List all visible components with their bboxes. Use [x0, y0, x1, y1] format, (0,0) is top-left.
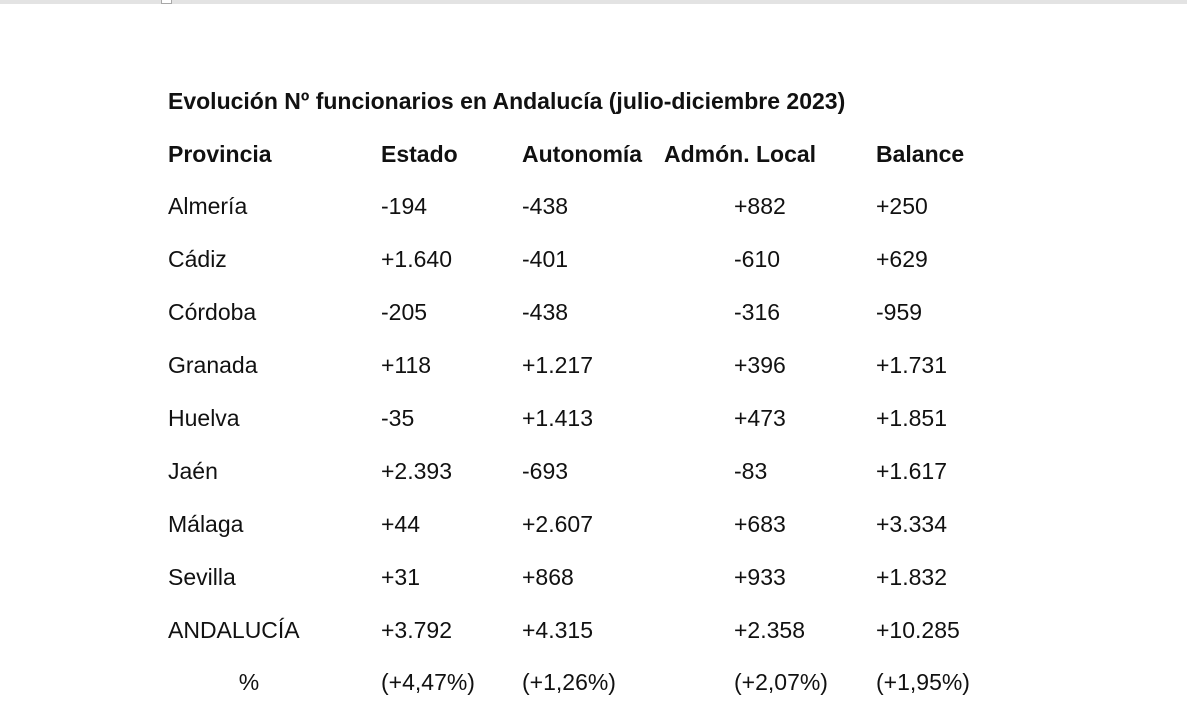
header-autonomia: Autonomía — [522, 141, 643, 167]
table-row — [0, 456, 1187, 486]
cell-provincia: Almería — [168, 193, 248, 219]
cell-autonomia: -438 — [522, 193, 569, 219]
cell-estado: +1.640 — [381, 246, 452, 272]
table-row — [0, 509, 1187, 539]
cell-provincia: Jaén — [168, 458, 218, 484]
cell-autonomia: -693 — [522, 458, 569, 484]
cell-balance: (+1,95%) — [876, 669, 970, 695]
cell-provincia: Cádiz — [168, 246, 227, 272]
cell-admon-local: (+2,07%) — [734, 669, 828, 695]
document-title: Evolución Nº funcionarios en Andalucía (julio-diciembre 2023) — [168, 88, 846, 114]
cell-estado: +31 — [381, 564, 421, 590]
cell-estado: -35 — [381, 405, 415, 431]
table-percent-row — [0, 667, 1187, 697]
cell-provincia: Granada — [168, 352, 258, 378]
page-top-edge — [0, 0, 1187, 4]
cell-estado: (+4,47%) — [381, 669, 475, 695]
cell-provincia: Málaga — [168, 511, 244, 537]
cell-percent-label: % — [238, 669, 260, 695]
cell-balance: +1.832 — [876, 564, 947, 590]
table-row — [0, 297, 1187, 327]
table-row — [0, 350, 1187, 380]
cell-autonomia: -438 — [522, 299, 569, 325]
cell-admon-local: -83 — [734, 458, 768, 484]
cell-admon-local: +683 — [734, 511, 786, 537]
cell-balance: +629 — [876, 246, 928, 272]
cell-autonomia: +1.413 — [522, 405, 593, 431]
cell-balance: +1.851 — [876, 405, 947, 431]
header-balance: Balance — [876, 141, 965, 167]
header-provincia: Provincia — [168, 141, 272, 167]
header-estado: Estado — [381, 141, 458, 167]
cell-autonomia: +1.217 — [522, 352, 593, 378]
table-row — [0, 244, 1187, 274]
cell-autonomia: +868 — [522, 564, 574, 590]
cell-provincia: Sevilla — [168, 564, 236, 590]
table-row — [0, 403, 1187, 433]
table-row — [0, 562, 1187, 592]
cell-estado: -205 — [381, 299, 428, 325]
cell-autonomia: -401 — [522, 246, 569, 272]
cell-provincia: ANDALUCÍA — [168, 617, 300, 643]
cell-provincia: Huelva — [168, 405, 240, 431]
cell-balance: +3.334 — [876, 511, 947, 537]
cell-admon-local: -316 — [734, 299, 781, 325]
cell-estado: +44 — [381, 511, 421, 537]
cell-balance: +1.731 — [876, 352, 947, 378]
table-row — [0, 191, 1187, 221]
page-corner-marker — [161, 0, 172, 4]
cell-admon-local: -610 — [734, 246, 781, 272]
cell-balance: +1.617 — [876, 458, 947, 484]
cell-provincia: Córdoba — [168, 299, 257, 325]
cell-balance: +250 — [876, 193, 928, 219]
cell-admon-local: +473 — [734, 405, 786, 431]
table-header-row — [0, 139, 1187, 169]
cell-autonomia: (+1,26%) — [522, 669, 616, 695]
cell-balance: +10.285 — [876, 617, 960, 643]
cell-autonomia: +2.607 — [522, 511, 593, 537]
cell-estado: +3.792 — [381, 617, 452, 643]
header-admon-local: Admón. Local — [664, 141, 817, 167]
cell-admon-local: +882 — [734, 193, 786, 219]
cell-admon-local: +396 — [734, 352, 786, 378]
cell-estado: +2.393 — [381, 458, 452, 484]
cell-estado: -194 — [381, 193, 428, 219]
cell-balance: -959 — [876, 299, 923, 325]
cell-admon-local: +2.358 — [734, 617, 805, 643]
table-total-row — [0, 615, 1187, 645]
cell-estado: +118 — [381, 352, 432, 378]
cell-admon-local: +933 — [734, 564, 786, 590]
cell-autonomia: +4.315 — [522, 617, 593, 643]
